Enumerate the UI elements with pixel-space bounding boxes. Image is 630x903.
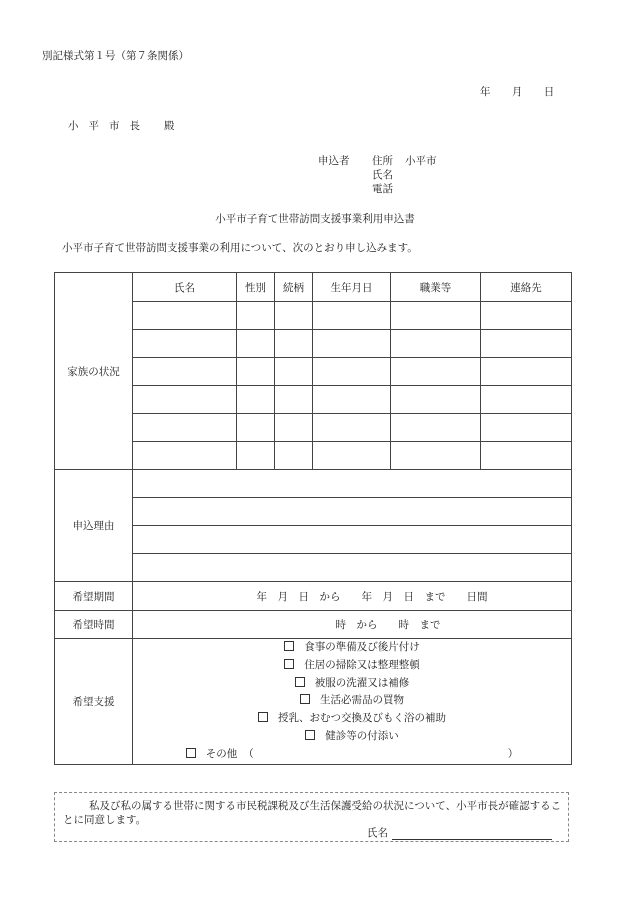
header-relationship: 続柄 bbox=[275, 273, 313, 302]
form-code: 別記様式第１号（第７条関係） bbox=[42, 50, 189, 62]
consent-box bbox=[54, 792, 569, 842]
address-value[interactable]: 小平市 bbox=[405, 155, 437, 167]
family-cell-relationship[interactable] bbox=[275, 302, 313, 330]
addressee-honorific: 殿 bbox=[164, 120, 185, 132]
phone-label: 電話 bbox=[372, 183, 393, 195]
reason-line[interactable] bbox=[133, 470, 572, 498]
applicant-address-row bbox=[372, 154, 437, 168]
family-cell-contact[interactable] bbox=[481, 358, 572, 386]
application-table bbox=[54, 272, 572, 765]
header-gender: 性別 bbox=[237, 273, 275, 302]
other-close-paren: ） bbox=[507, 747, 519, 760]
family-cell-name[interactable] bbox=[133, 442, 237, 470]
date-year-label: 年 bbox=[480, 86, 491, 98]
hours-label: 希望時間 bbox=[55, 611, 133, 639]
family-cell-relationship[interactable] bbox=[275, 386, 313, 414]
date-month-label: 月 bbox=[511, 86, 523, 98]
family-cell-name[interactable] bbox=[133, 414, 237, 442]
family-cell-contact[interactable] bbox=[481, 414, 572, 442]
support-row bbox=[55, 639, 572, 765]
family-row bbox=[55, 302, 572, 330]
family-cell-birthdate[interactable] bbox=[313, 302, 391, 330]
family-cell-gender[interactable] bbox=[237, 442, 275, 470]
family-row bbox=[55, 386, 572, 414]
support-option[interactable]: 生活必需品の買物 bbox=[133, 692, 571, 710]
family-status-label: 家族の状況 bbox=[55, 273, 133, 470]
support-options bbox=[133, 639, 572, 765]
reason-row bbox=[55, 526, 572, 554]
family-cell-gender[interactable] bbox=[237, 414, 275, 442]
signature-label: 氏名 bbox=[367, 827, 388, 839]
signature-line[interactable] bbox=[392, 828, 552, 840]
family-cell-gender[interactable] bbox=[237, 330, 275, 358]
family-cell-birthdate[interactable] bbox=[313, 442, 391, 470]
reason-label: 申込理由 bbox=[55, 470, 133, 582]
family-cell-relationship[interactable] bbox=[275, 358, 313, 386]
support-option[interactable]: 健診等の付添い bbox=[133, 728, 571, 746]
family-cell-contact[interactable] bbox=[481, 302, 572, 330]
addressee bbox=[68, 118, 185, 133]
family-cell-relationship[interactable] bbox=[275, 330, 313, 358]
other-open-paren: （ bbox=[243, 747, 254, 760]
family-cell-name[interactable] bbox=[133, 302, 237, 330]
support-option[interactable]: 授乳、おむつ交換及びもく浴の補助 bbox=[133, 710, 571, 728]
family-cell-name[interactable] bbox=[133, 358, 237, 386]
document-title: 小平市子育て世帯訪問支援事業利用申込書 bbox=[215, 213, 415, 225]
hours-field[interactable] bbox=[133, 611, 572, 639]
checkbox-icon[interactable] bbox=[186, 748, 196, 758]
family-cell-occupation[interactable] bbox=[391, 442, 481, 470]
period-label: 希望期間 bbox=[55, 582, 133, 611]
family-cell-gender[interactable] bbox=[237, 302, 275, 330]
family-cell-occupation[interactable] bbox=[391, 414, 481, 442]
family-row bbox=[55, 330, 572, 358]
header-contact: 連絡先 bbox=[481, 273, 572, 302]
date-day-label: 日 bbox=[543, 86, 555, 98]
consent-signature bbox=[367, 825, 552, 840]
family-cell-birthdate[interactable] bbox=[313, 330, 391, 358]
family-header-row bbox=[55, 273, 572, 302]
reason-row bbox=[55, 554, 572, 582]
family-row bbox=[55, 414, 572, 442]
address-label: 住所 bbox=[372, 155, 393, 167]
family-cell-occupation[interactable] bbox=[391, 358, 481, 386]
period-field[interactable] bbox=[133, 582, 572, 611]
name-label: 氏名 bbox=[372, 169, 393, 181]
family-cell-name[interactable] bbox=[133, 330, 237, 358]
family-cell-contact[interactable] bbox=[481, 442, 572, 470]
header-name: 氏名 bbox=[133, 273, 237, 302]
checkbox-icon[interactable] bbox=[284, 641, 294, 651]
family-cell-contact[interactable] bbox=[481, 330, 572, 358]
reason-line[interactable] bbox=[133, 498, 572, 526]
applicant-block bbox=[318, 154, 437, 196]
period-text: 年 月 日 から 年 月 日 まで 日間 bbox=[256, 590, 488, 603]
family-cell-occupation[interactable] bbox=[391, 386, 481, 414]
reason-row bbox=[55, 470, 572, 498]
header-occupation: 職業等 bbox=[391, 273, 481, 302]
family-cell-birthdate[interactable] bbox=[313, 414, 391, 442]
checkbox-icon[interactable] bbox=[258, 712, 268, 722]
family-cell-gender[interactable] bbox=[237, 386, 275, 414]
family-row bbox=[55, 358, 572, 386]
header-birthdate: 生年月日 bbox=[313, 273, 391, 302]
checkbox-icon[interactable] bbox=[300, 694, 310, 704]
family-cell-birthdate[interactable] bbox=[313, 358, 391, 386]
reason-line[interactable] bbox=[133, 526, 572, 554]
family-cell-contact[interactable] bbox=[481, 386, 572, 414]
family-cell-occupation[interactable] bbox=[391, 302, 481, 330]
family-cell-occupation[interactable] bbox=[391, 330, 481, 358]
family-cell-relationship[interactable] bbox=[275, 442, 313, 470]
support-label: 希望支援 bbox=[55, 639, 133, 765]
support-option[interactable]: 食事の準備及び後片付け bbox=[133, 639, 571, 657]
applicant-label: 申込者 bbox=[318, 155, 350, 167]
family-row bbox=[55, 442, 572, 470]
hours-text: 時 から 時 まで bbox=[335, 619, 441, 631]
family-cell-relationship[interactable] bbox=[275, 414, 313, 442]
hours-row bbox=[55, 611, 572, 639]
intro-text: 小平市子育て世帯訪問支援事業の利用について、次のとおり申し込みます。 bbox=[62, 242, 418, 254]
support-option[interactable]: 住居の掃除又は整理整頓 bbox=[133, 657, 571, 675]
reason-row bbox=[55, 498, 572, 526]
family-cell-gender[interactable] bbox=[237, 358, 275, 386]
consent-text: 私及び私の属する世帯に関する市民税課税及び生活保護受給の状況について、小平市長が確認することに同意します。 bbox=[63, 800, 562, 826]
family-cell-name[interactable] bbox=[133, 386, 237, 414]
support-option[interactable]: 被服の洗濯又は補修 bbox=[133, 675, 571, 693]
support-option-other[interactable]: その他 （ ） bbox=[133, 746, 571, 764]
addressee-title: 小平市長 bbox=[68, 120, 150, 132]
checkbox-icon[interactable] bbox=[305, 730, 315, 740]
checkbox-icon[interactable] bbox=[295, 677, 305, 687]
date-line bbox=[480, 84, 554, 99]
period-row bbox=[55, 582, 572, 611]
family-cell-birthdate[interactable] bbox=[313, 386, 391, 414]
reason-line[interactable] bbox=[133, 554, 572, 582]
checkbox-icon[interactable] bbox=[284, 659, 294, 669]
